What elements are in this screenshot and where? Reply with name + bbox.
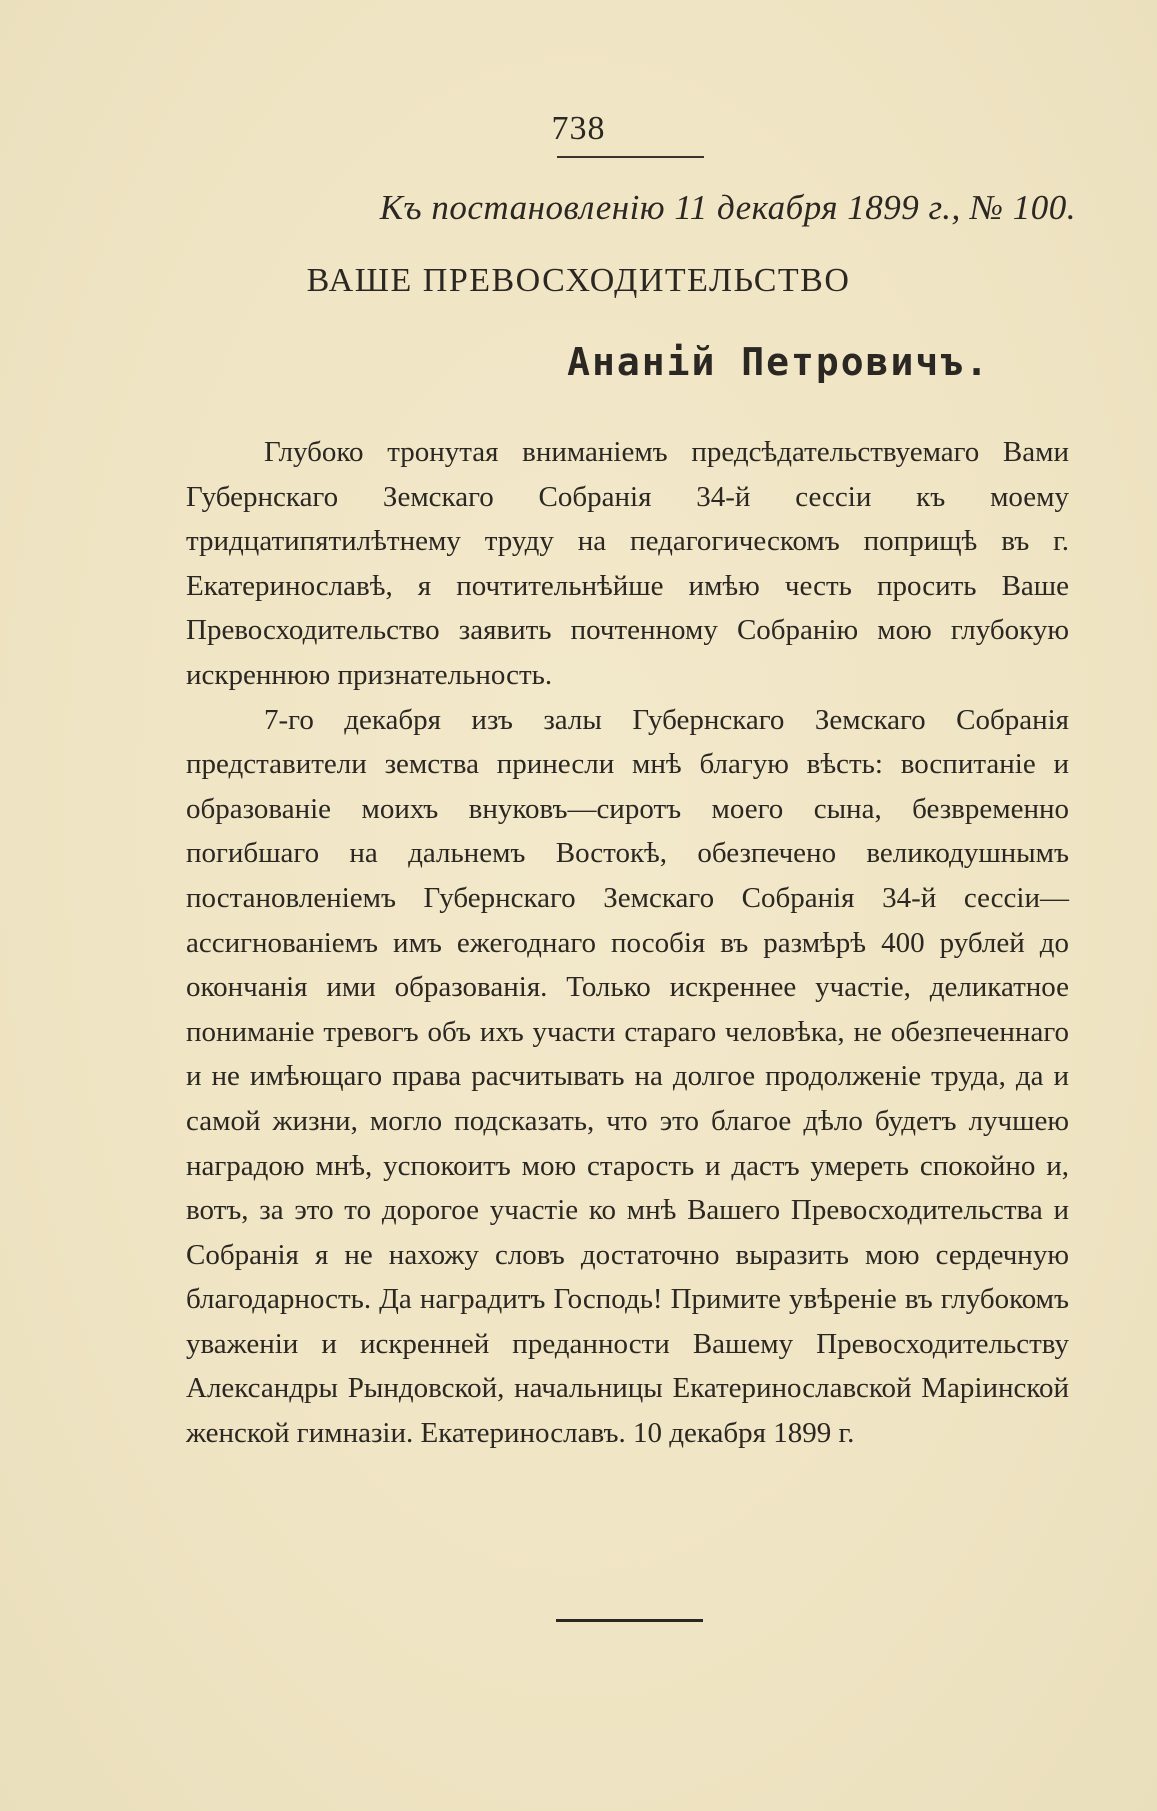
paragraph-1: Глубоко тронутая вниманіемъ предсѣдательствуемаго Вами Губернскаго Земскаго Собранія 34-й сессіи къ моему тридцатипятилѣтнему труду на педагогическомъ поприщѣ въ г. Екатеринославѣ, я почтительнѣйше имѣю честь просить Ваше Превосходительство заявить почтенному Собранію мою глубокую искреннюю признательность.	[186, 436, 1069, 691]
closing-rule	[556, 1619, 703, 1622]
page-number-rule	[557, 156, 704, 158]
resolution-reference: Къ постановленію 11 декабря 1899 г., № 100.	[379, 188, 1076, 227]
page-number: 738	[551, 110, 606, 147]
letter-body	[186, 430, 1069, 1456]
paragraph-2: 7-го декабря изъ залы Губернскаго Земскаго Собранія представители земства принесли мнѣ благую вѣсть: воспитаніе и образованіе моихъ внуковъ—сиротъ моего сына, безвременно погибшаго на дальнемъ Востокѣ, обезпечено великодушнымъ постановленіемъ Губернскаго Земскаго Собранія 34-й сессіи—ассигнованіемъ имъ ежегоднаго пособія въ размѣрѣ 400 рублей до окончанія ими образованія. Только искреннее участіе, деликатное пониманіе тревогъ объ ихъ участи стараго человѣка, не обезпеченнаго и не имѣющаго права расчитывать на долгое продолженіе труда, да и самой жизни, могло подсказать, что это благое дѣло будетъ лучшею наградою мнѣ, успокоитъ мою старость и дастъ умереть спокойно и, вотъ, за это то дорогое участіе ко мнѣ Вашего Превосходительства и Собранія я не нахожу словъ достаточно выразить мою сердечную благодарность. Да наградитъ Господь! Примите увѣреніе въ глубокомъ уваженіи и искренней преданности Вашему Превосходительству Александры Рындовской, начальницы Екатеринославской Маріинской женской гимназіи. Екатеринославъ. 10 декабря 1899 г.	[186, 703, 1069, 1450]
addressee-name: Ананій Петровичъ.	[567, 340, 990, 384]
salutation-title: ВАШЕ ПРЕВОСХОДИТЕЛЬСТВО	[306, 262, 851, 299]
